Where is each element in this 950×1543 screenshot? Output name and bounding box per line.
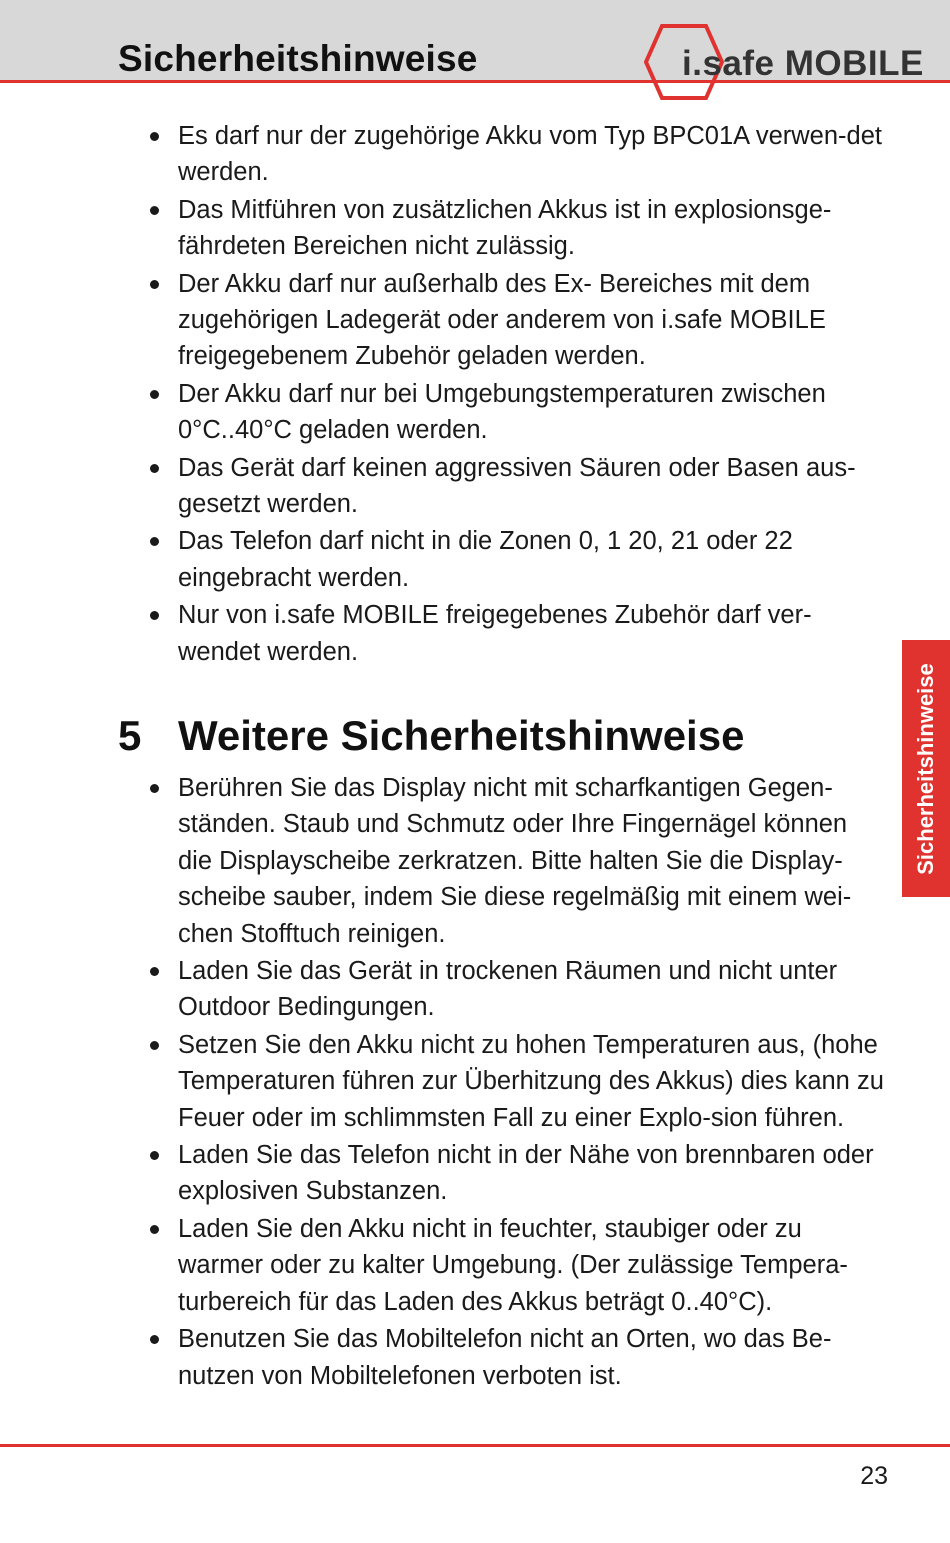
page-number: 23 <box>860 1462 888 1490</box>
list-item-text: Setzen Sie den Akku nicht zu hohen Temperaturen aus, (hohe Temperaturen führen zur Überhitzung des Akkus) dies kann zu Feuer oder im schlimmsten Fall zu einer Explo-sion führen. <box>178 1030 884 1132</box>
bullet-icon <box>150 1041 159 1050</box>
brand-logo <box>640 24 930 102</box>
list-item <box>150 1211 885 1320</box>
section-title: Weitere Sicherheitshinweise <box>178 712 745 759</box>
list-item-text: Benutzen Sie das Mobiltelefon nicht an Orten, wo das Be-nutzen von Mobiltelefonen verboten ist. <box>178 1325 832 1390</box>
footer-rule <box>0 1444 950 1447</box>
side-tab-label: Sicherheitshinweise <box>913 662 938 875</box>
list-item <box>150 523 885 596</box>
list-item-text: Das Mitführen von zusätzlichen Akkus ist in explosionsge-fährdeten Bereichen nicht zulässig. <box>178 195 832 261</box>
list-item <box>150 266 885 375</box>
bullet-icon <box>150 206 159 215</box>
bullet-icon <box>150 1225 159 1234</box>
list-item-text: Das Telefon darf nicht in die Zonen 0, 1 20, 21 oder 22 eingebracht werden. <box>178 527 793 592</box>
list-item <box>150 953 885 1026</box>
bullet-list-section <box>150 770 885 1395</box>
list-item <box>150 1027 885 1136</box>
list-item <box>150 1137 885 1210</box>
list-item-text: Es darf nur der zugehörige Akku vom Typ BPC01A verwen-det werden. <box>178 122 882 187</box>
list-item-text: Laden Sie das Telefon nicht in der Nähe von brennbaren oder explosiven Substanzen. <box>178 1141 874 1206</box>
bullet-icon <box>150 280 159 289</box>
list-item <box>150 118 885 191</box>
bullet-icon <box>150 390 159 399</box>
bullet-icon <box>150 611 159 620</box>
list-item-text: Das Gerät darf keinen aggressiven Säuren oder Basen aus-gesetzt werden. <box>178 453 856 519</box>
bullet-icon <box>150 464 159 473</box>
list-item <box>150 597 885 670</box>
bullet-icon <box>150 967 159 976</box>
list-item-text: Der Akku darf nur außerhalb des Ex- Bereiches mit dem zugehörigen Ladegerät oder anderem von i.safe MOBILE freigegebenem Zubehör geladen werden. <box>178 269 826 371</box>
bullet-icon <box>150 784 159 793</box>
bullet-icon <box>150 537 159 546</box>
section-heading <box>118 712 744 760</box>
bullet-icon <box>150 1335 159 1344</box>
list-item-text: Laden Sie das Gerät in trockenen Räumen und nicht unter Outdoor Bedingungen. <box>178 957 838 1022</box>
section-number: 5 <box>118 712 142 759</box>
logo-text: i.safe MOBILE <box>682 44 924 83</box>
page-header-title: Sicherheitshinweise <box>118 38 478 79</box>
list-item <box>150 1321 885 1394</box>
list-item-text: Der Akku darf nur bei Umgebungstemperaturen zwischen 0°C..40°C geladen werden. <box>178 379 826 445</box>
list-item <box>150 192 885 265</box>
list-item-text: Nur von i.safe MOBILE freigegebenes Zubehör darf ver-wendet werden. <box>178 601 812 666</box>
side-tab <box>902 640 950 897</box>
list-item-text: Berühren Sie das Display nicht mit scharfkantigen Gegen-ständen. Staub und Schmutz oder Ihre Fingernägel können die Displayscheibe zerkratzen. Bitte halten Sie die Display-scheibe sauber, indem Sie diese regelmäßig mit einem wei-chen Stofftuch reinigen. <box>178 774 852 948</box>
bullet-list-top <box>150 118 885 671</box>
list-item <box>150 376 885 449</box>
list-item <box>150 770 885 952</box>
list-item-text: Laden Sie den Akku nicht in feuchter, staubiger oder zu warmer oder zu kalter Umgebung. (Der zulässige Tempera-turbereich für das Laden des Akkus beträgt 0..40°C). <box>178 1214 848 1316</box>
bullet-icon <box>150 132 159 141</box>
list-item <box>150 450 885 523</box>
bullet-icon <box>150 1151 159 1160</box>
